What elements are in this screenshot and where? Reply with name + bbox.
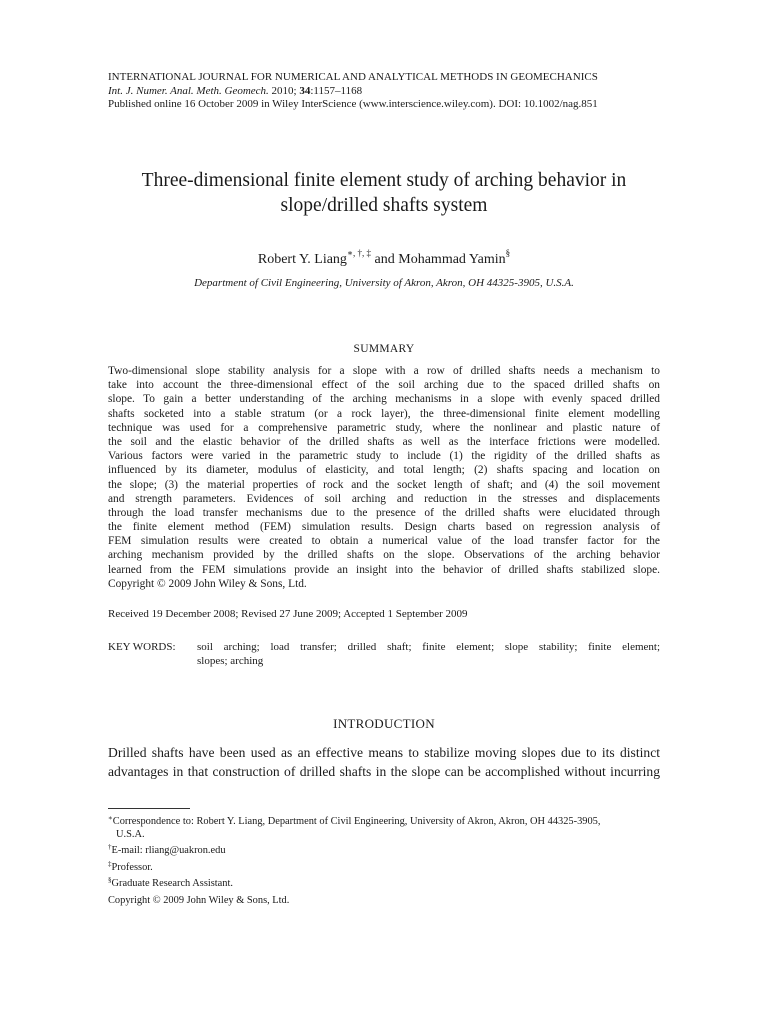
footnote-gra bbox=[108, 874, 668, 891]
keywords-text bbox=[197, 640, 660, 668]
received-dates: Received 19 December 2008; Revised 27 June 2009; Accepted 1 September 2009 bbox=[108, 608, 468, 620]
abstract-line: and strength parameters. Evidences of soil arching and reduction in the stresses and displacements bbox=[108, 492, 660, 505]
citation-volume: 34 bbox=[299, 84, 311, 97]
author-conjunction: and bbox=[371, 252, 399, 267]
footnote-mark: † bbox=[108, 843, 112, 852]
footnote-email bbox=[108, 841, 668, 858]
abstract-line: the soil and the elastic behavior of the drilled shafts as well as the interface frictions were modelled. bbox=[108, 435, 660, 448]
title-line-1: Three-dimensional finite element study of arching behavior in bbox=[141, 170, 627, 191]
keywords-line: soil arching; load transfer; drilled shaft; finite element; slope stability; finite element; bbox=[197, 641, 660, 653]
copyright-notice: Copyright © 2009 John Wiley & Sons, Ltd. bbox=[108, 895, 290, 906]
published-line: Published online 16 October 2009 in Wiley InterScience (www.interscience.wiley.com). DOI: 10.1002/nag.851 bbox=[108, 98, 598, 110]
abstract-line: shafts socketed into a stable stratum (or a rock layer), the three-dimensional finite element modelling bbox=[108, 407, 660, 420]
keywords-line: slopes; arching bbox=[197, 655, 264, 667]
author-footnote-marks: ∗, †, ‡ bbox=[346, 248, 372, 258]
footnote-correspondence-cont: U.S.A. bbox=[116, 828, 145, 840]
footnote-text: Correspondence to: Robert Y. Liang, Department of Civil Engineering, University of Akron, Akron, OH 44325-3905, bbox=[112, 816, 601, 827]
abstract-line: learned from the FEM simulations provide an insight into the behavior of drilled shafts stabilized slope. bbox=[108, 563, 660, 576]
abstract-line: through the load transfer mechanisms due to the presence of the drilled shafts were elucidated through bbox=[108, 506, 660, 519]
journal-name: INTERNATIONAL JOURNAL FOR NUMERICAL AND ANALYTICAL METHODS IN GEOMECHANICS bbox=[108, 71, 598, 83]
paper-title bbox=[60, 168, 708, 218]
footnote-correspondence bbox=[108, 812, 668, 829]
abstract-line: FEM simulation results were created to obtain a numerical value of the load transfer factor for the bbox=[108, 535, 660, 548]
introduction-body bbox=[108, 743, 660, 781]
abstract-body bbox=[108, 364, 660, 591]
abstract-line: Copyright © 2009 John Wiley & Sons, Ltd. bbox=[108, 577, 307, 590]
abstract-line: the slope; (3) the material properties of rock and the socket length of shaft; and (4) the soil movement bbox=[108, 478, 660, 491]
journal-header bbox=[108, 71, 668, 112]
section-heading-introduction: INTRODUCTION bbox=[333, 716, 435, 731]
introduction-line: advantages in that construction of drilled shafts in the slope can be accomplished without incurring bbox=[108, 764, 660, 779]
footnote-text: Professor. bbox=[111, 861, 153, 873]
abstract-line: technique was used for a comprehensive parametric study, where the nonlinear and plastic nature of bbox=[108, 421, 660, 434]
footnote-mark: ‡ bbox=[108, 859, 112, 868]
abstract-line: slope. To gain a better understanding of the arching mechanisms in a slope with evenly spaced drilled bbox=[108, 393, 660, 406]
abstract-line: the finite element method (FEM) simulation results. Design charts based on regression analysis of bbox=[108, 521, 660, 534]
abstract-line: take into account the three-dimensional effect of the soil arching due to the spaced drilled shafts on bbox=[108, 379, 660, 392]
abstract-line: arching mechanism provided by the drilled shafts on the slope. Observations of the arching behavior bbox=[108, 549, 660, 562]
title-line-2: slope/drilled shafts system bbox=[280, 195, 488, 216]
footnote-divider bbox=[108, 808, 190, 809]
author-list bbox=[60, 244, 708, 269]
footnote-mark: § bbox=[108, 876, 112, 885]
citation-year: 2010; bbox=[271, 84, 297, 97]
author-name: Mohammad Yamin bbox=[398, 252, 506, 267]
journal-citation bbox=[108, 85, 668, 99]
introduction-line: Drilled shafts have been used as an effective means to stabilize moving slopes due to its distinct bbox=[108, 745, 660, 760]
footnote-mark: ∗ bbox=[108, 814, 113, 822]
footnotes bbox=[108, 812, 668, 891]
footnote-text: E-mail: rliang@uakron.edu bbox=[111, 845, 226, 857]
author-name: Robert Y. Liang bbox=[257, 252, 347, 267]
citation-pages: :1157–1168 bbox=[310, 84, 363, 97]
summary-heading: SUMMARY bbox=[353, 343, 415, 355]
footnote-professor bbox=[108, 858, 668, 875]
citation-abbrev: Int. J. Numer. Anal. Meth. Geomech. bbox=[108, 84, 269, 97]
abstract-line: influenced by its diameter, modulus of elasticity, and total length; (2) shafts spacing and location on bbox=[108, 464, 660, 477]
keywords-label: KEY WORDS: bbox=[108, 641, 176, 653]
abstract-line: Two-dimensional slope stability analysis for a slope with a row of drilled shafts needs a mechanism to bbox=[108, 365, 660, 377]
footnote-text: Graduate Research Assistant. bbox=[111, 878, 233, 890]
abstract-line: Various factors were varied in the parametric study to include (1) the rigidity of the drilled shafts as bbox=[108, 450, 660, 463]
author-footnote-marks: § bbox=[505, 248, 511, 258]
affiliation: Department of Civil Engineering, University of Akron, Akron, OH 44325-3905, U.S.A. bbox=[194, 277, 574, 289]
